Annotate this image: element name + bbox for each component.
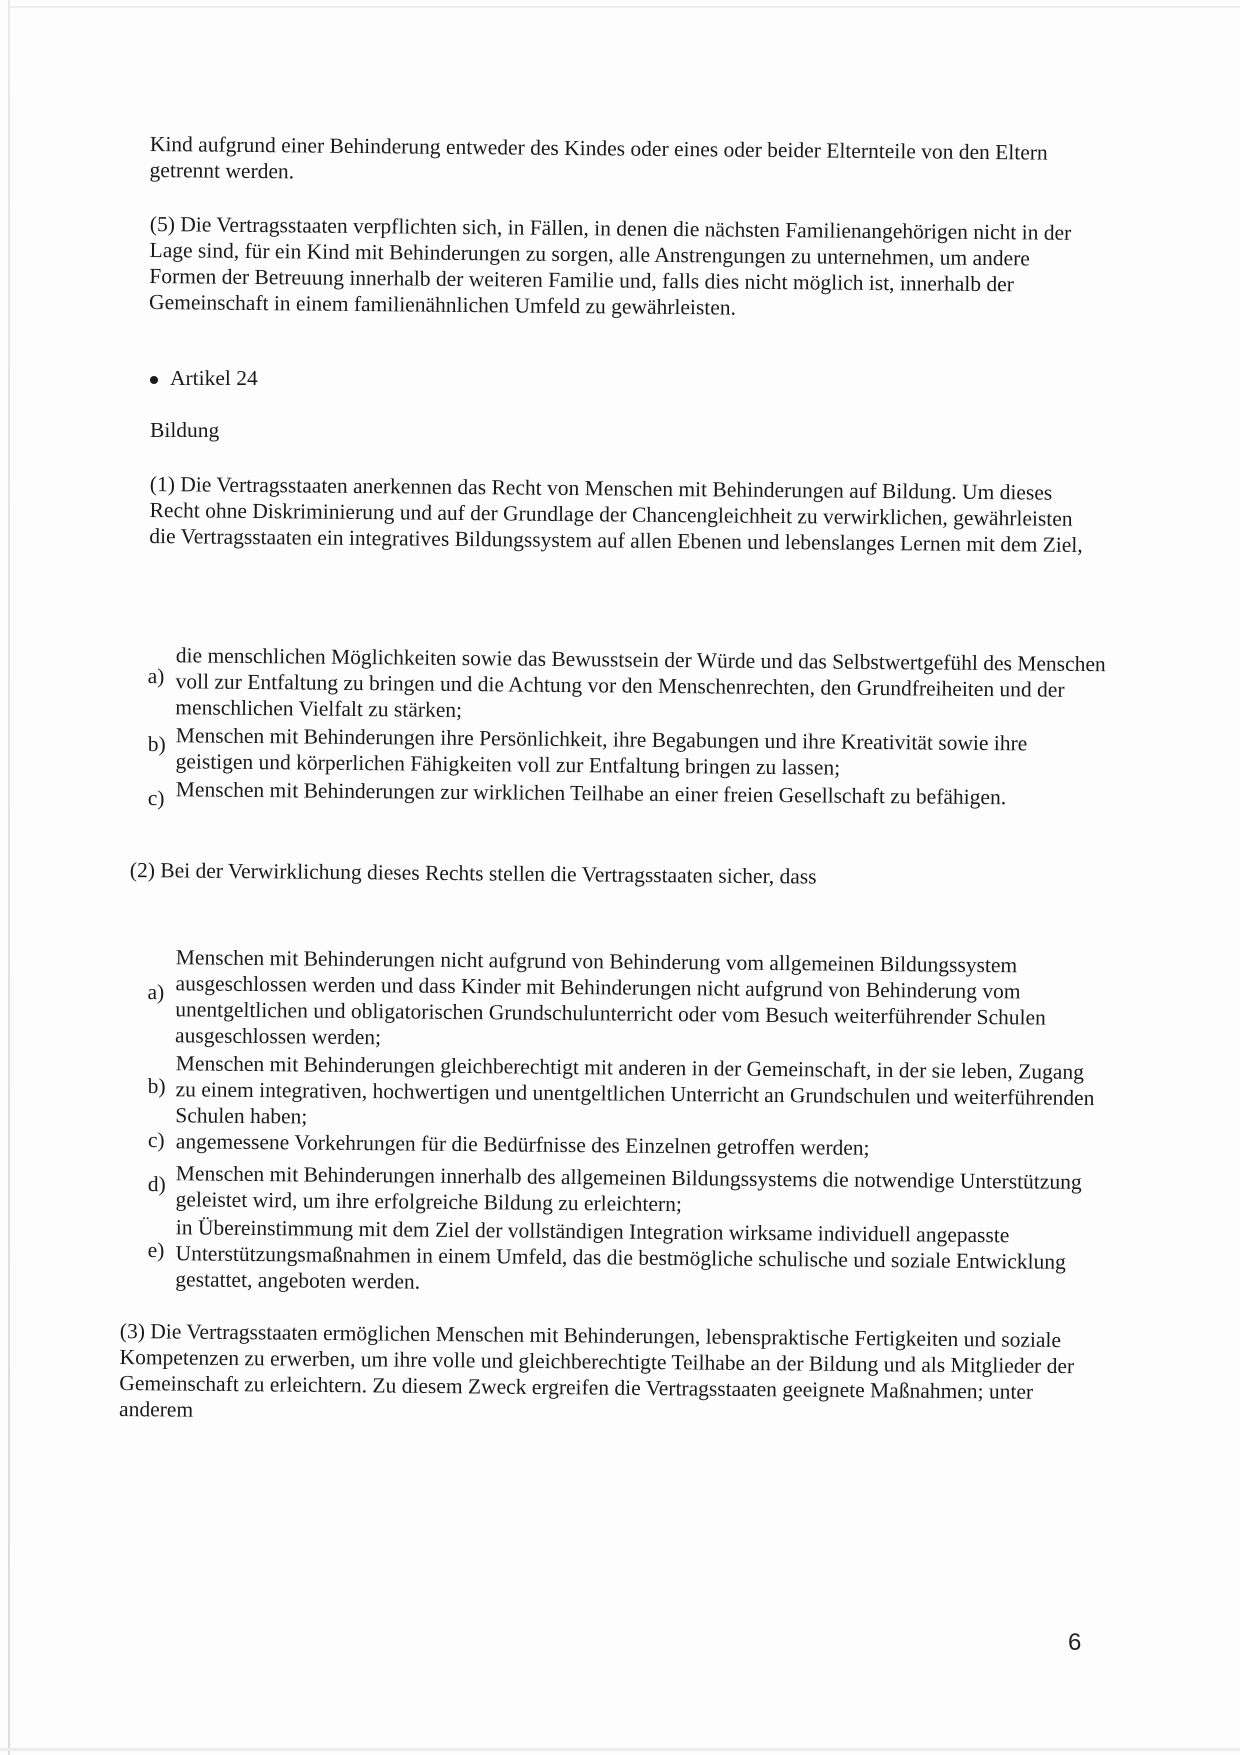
section-1-intro: (1) Die Vertragsstaaten anerkennen das Recht von Menschen mit Behinderungen auf Bildung. Um dieses Recht ohne Diskriminierung und auf der Grundlage der Chancengleichheit zu verwirklichen, gewährleisten die Vertragsstaaten ein integratives Bildungssystem auf allen Ebenen und lebenslanges Lernen mit dem Ziel, [149, 471, 1083, 557]
section-3-intro: (3) Die Vertragsstaaten ermöglichen Menschen mit Behinderungen, lebenspraktische Fertigkeiten und soziale Kompetenzen zu erwerben, um ihre volle und gleichberechtigte Teilhabe an der Bildung und als Mitglieder der Gemeinschaft zu erleichtern. Zu diesem Zweck ergreifen die Vertragsstaaten geeignete Maßnahmen; unter anderem [119, 1319, 1075, 1422]
list-letter: c) [147, 785, 165, 811]
article-label: Artikel 24 [170, 366, 258, 390]
list-item-text: angemessene Vorkehrungen für die Bedürfnisse des Einzelnen getroffen werden; [175, 1129, 870, 1160]
paragraph-5: (5) Die Vertragsstaaten verpflichten sich, in Fällen, in denen die nächsten Familienangehörigen nicht in der Lage sind, für ein Kind mit Behinderungen zu sorgen, alle Anstrengungen zu unternehmen, um andere Formen der Betreuung innerhalb der weiteren Familie und, falls dies nicht möglich ist, innerhalb der Gemeinschaft in einem familienähnlichen Umfeld zu gewährleisten. [149, 211, 1072, 320]
list-item [147, 642, 1108, 723]
section-2-intro: (2) Bei der Verwirklichung dieses Rechts stellen die Vertragsstaaten sicher, dass [129, 857, 817, 889]
page-number: 6 [1068, 1629, 1082, 1656]
list-item [147, 944, 1108, 1050]
list-letter: c) [147, 1128, 165, 1153]
list-item-text: in Übereinstimmung mit dem Ziel der vollständigen Integration wirksame individuell angepasste Unterstützungsmaßnahmen in einem Umfeld, das die bestmögliche schulische und soziale Entwicklung gestattet, angeboten werden. [175, 1215, 1066, 1294]
list-letter: e) [147, 1237, 165, 1263]
list-letter: b) [147, 731, 166, 757]
list-letter: a) [147, 663, 165, 689]
list-item-text: Menschen mit Behinderungen nicht aufgrund von Behinderung vom allgemeinen Bildungssystem ausgeschlossen werden und dass Kinder mit Behinderungen nicht aufgrund von Behinderung vom unentgeltlichen und obligatorischen Grundschulunterricht oder vom Besuch weiterführender Schulen ausgeschlossen werden; [175, 945, 1046, 1050]
list-letter: b) [147, 1073, 166, 1099]
scan-edge [10, 6, 1240, 8]
list-item-text: Menschen mit Behinderungen zur wirklichen Teilhabe an einer freien Gesellschaft zu befähigen. [175, 777, 1007, 810]
paragraph-intro: Kind aufgrund einer Behinderung entweder des Kindes oder eines oder beider Elternteile von den Eltern getrennt werden. [149, 131, 1048, 184]
list-letter: a) [147, 979, 165, 1005]
bullet-icon [150, 376, 158, 384]
scan-edge [0, 1748, 1240, 1751]
list-item-text: Menschen mit Behinderungen innerhalb des allgemeinen Bildungssystems die notwendige Unterstützung geleistet wird, um ihre erfolgreiche Bildung zu erleichtern; [175, 1161, 1082, 1217]
scan-edge [8, 0, 10, 1755]
article-title: Bildung [150, 418, 220, 442]
list-item-text: die menschlichen Möglichkeiten sowie das Bewusstsein der Würde und das Selbstwertgefühl des Menschen voll zur Entfaltung zu bringen und die Achtung vor den Menschenrechten, den Grundfreiheiten und der menschlichen Vielfalt zu stärken; [175, 643, 1106, 723]
list-item-text: Menschen mit Behinderungen gleichberechtigt mit anderen in der Gemeinschaft, in der sie leben, Zugang zu einem integrativen, hochwertigen und unentgeltlichen Unterricht an Grundschulen und weiterführenden Schulen haben; [175, 1051, 1095, 1129]
list-letter: d) [147, 1171, 166, 1197]
list-item-text: Menschen mit Behinderungen ihre Persönlichkeit, ihre Begabungen und ihre Kreativität sowie ihre geistigen und körperlichen Fähigkeiten voll zur Entfaltung bringen zu lassen; [175, 723, 1028, 780]
article-heading [150, 366, 258, 391]
